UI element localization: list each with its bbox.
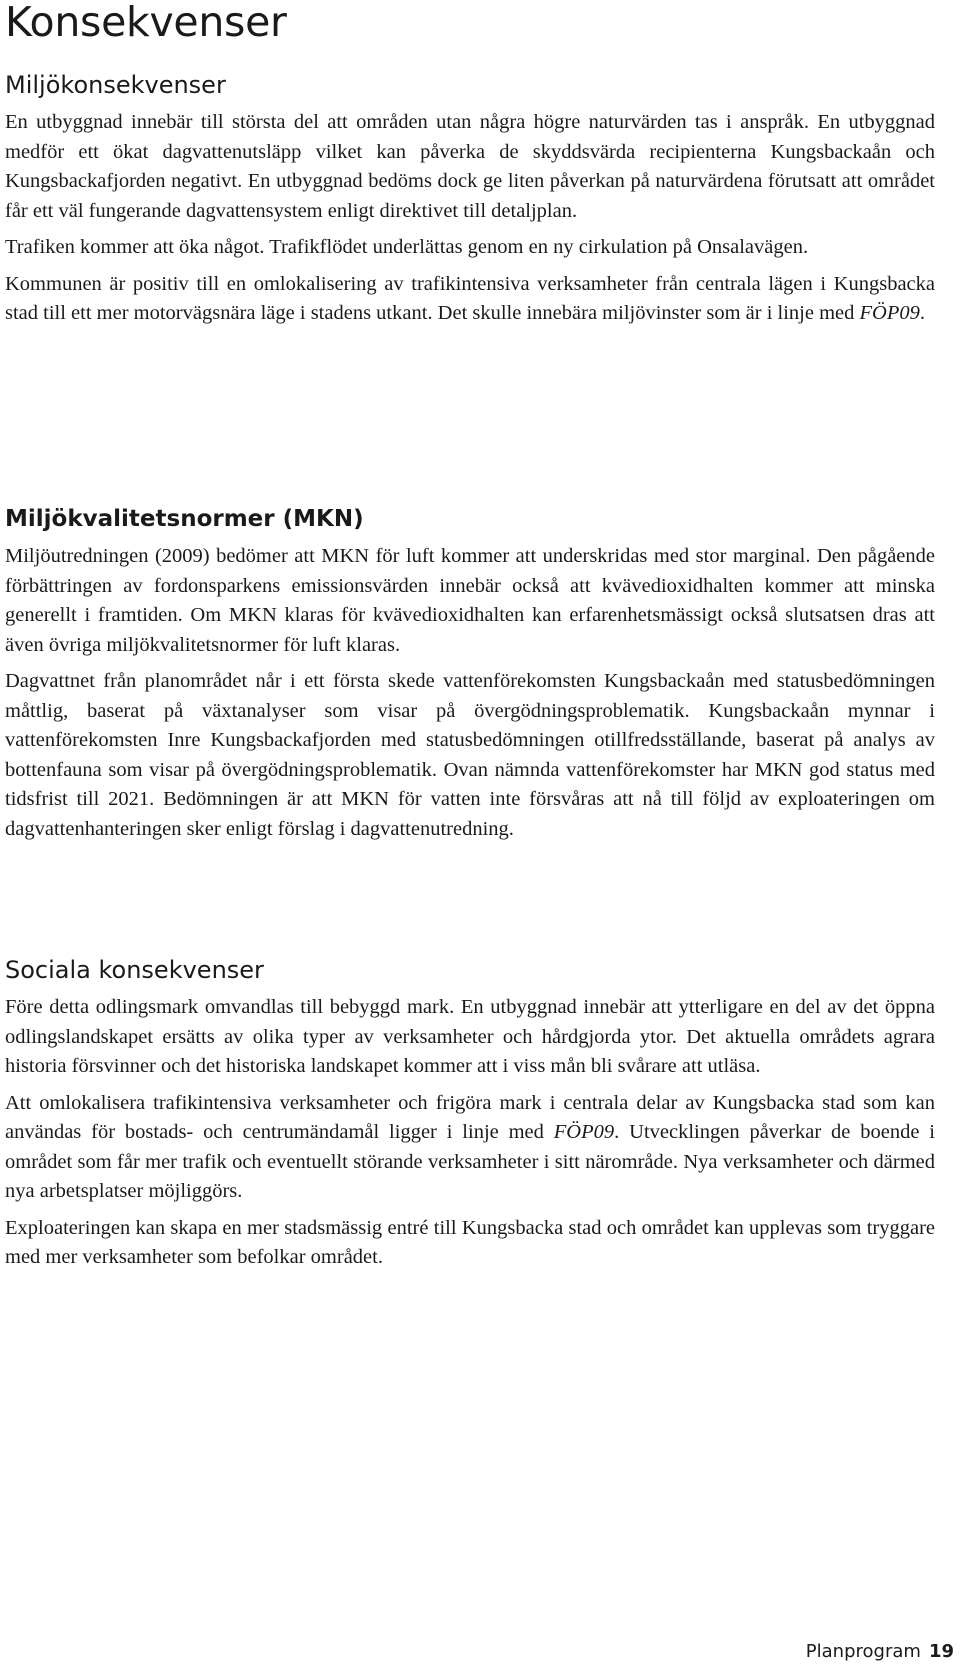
page-footer <box>806 1641 954 1662</box>
section-sociala-konsekvenser <box>5 955 935 1280</box>
paragraph <box>5 1089 935 1207</box>
document-reference: FÖP09 <box>859 302 920 324</box>
paragraph-text: Kommunen är positiv till en omlokalisering av trafikintensiva verksamheter från centrala lägen i Kungsbacka stad till ett mer motorvägsnära läge i stadens utkant. Det skulle innebära miljövinster som är i linje med <box>5 272 935 324</box>
paragraph: Trafiken kommer att öka något. Trafikflödet underlättas genom en ny cirkulation på Onsalavägen. <box>5 236 809 258</box>
document-reference: FÖP09 <box>553 1121 615 1143</box>
section-miljokonsekvenser <box>5 70 935 336</box>
footer-label: Planprogram <box>805 1641 921 1662</box>
paragraph: Exploateringen kan skapa en mer stadsmässig entré till Kungsbacka stad och området kan upplevas som tryggare med mer verksamheter som befolkar området. <box>5 1216 935 1268</box>
paragraph-text: . <box>919 302 926 324</box>
paragraph <box>5 270 935 329</box>
section-heading: Miljökvalitetsnormer (MKN) <box>5 506 364 532</box>
page-number: 19 <box>928 1641 954 1662</box>
document-page <box>5 0 935 1268</box>
paragraph: Dagvattnet från planområdet når i ett första skede vattenförekomsten Kungsbackaån med statusbedömningen måttlig, baserat på växtanalyser som visar på övergödningsproblematik. Kungsbackaån mynnar i vattenförekomsten Inre Kungsbackafjorden med statusbedömningen otillfredsställande, baserat på analys av bottenfauna som visar på övergödningsproblematik. Ovan nämnda vattenförekomster har MKN god status med tidsfrist till 2021. Bedömningen är att MKN för vatten inte försvåras att nå till följd av exploateringen om dagvattenhanteringen sker enligt förslag i dagvattenutredning. <box>5 670 935 840</box>
paragraph: En utbyggnad innebär till största del att områden utan några högre naturvärden tas i anspråk. En utbyggnad medför ett ökat dagvattenutsläpp vilket kan påverka de skyddsvärda recipienterna Kungsbackaån och Kungsbackafjorden negativt. En utbyggnad bedöms dock ge liten påverkan på naturvärdena förutsatt att området får ett väl fungerande dagvattensystem enligt direktivet till detaljplan. <box>5 111 935 222</box>
paragraph-text: . Utvecklingen påverkar de boende i området som får mer trafik och eventuellt störande verksamheter i sitt närområde. Nya verksamheter och därmed nya arbetsplatser möjliggörs. <box>5 1121 935 1202</box>
section-heading: Sociala konsekvenser <box>5 956 264 984</box>
paragraph-text: Att omlokalisera trafikintensiva verksamheter och frigöra mark i centrala delar av Kungsbacka stad som kan användas för bostads- och centrumändamål ligger i linje med <box>5 1091 935 1143</box>
section-heading: Miljökonsekvenser <box>5 71 226 99</box>
paragraph: Före detta odlingsmark omvandlas till bebyggd mark. En utbyggnad innebär att ytterligare en del av det öppna odlingslandskapet ersätts av olika typer av verksamheter och hårdgjorda ytor. Det aktuella områdets agrara historia försvinner och det historiska landskapet kommer att i viss mån bli svårare att utläsa. <box>5 996 935 1077</box>
page-title: Konsekvenser <box>5 0 287 46</box>
paragraph: Miljöutredningen (2009) bedömer att MKN för luft kommer att underskridas med stor marginal. Den pågående förbättringen av fordonsparkens emissionsvärden innebär också att kvävedioxidhalten kommer att minska generellt i framtiden. Om MKN klaras för kvävedioxidhalten kan erfarenhetsmässigt också slutsatsen dras att även övriga miljökvalitetsnormer för luft klaras. <box>5 545 935 656</box>
section-miljokvalitetsnormer <box>5 504 935 851</box>
